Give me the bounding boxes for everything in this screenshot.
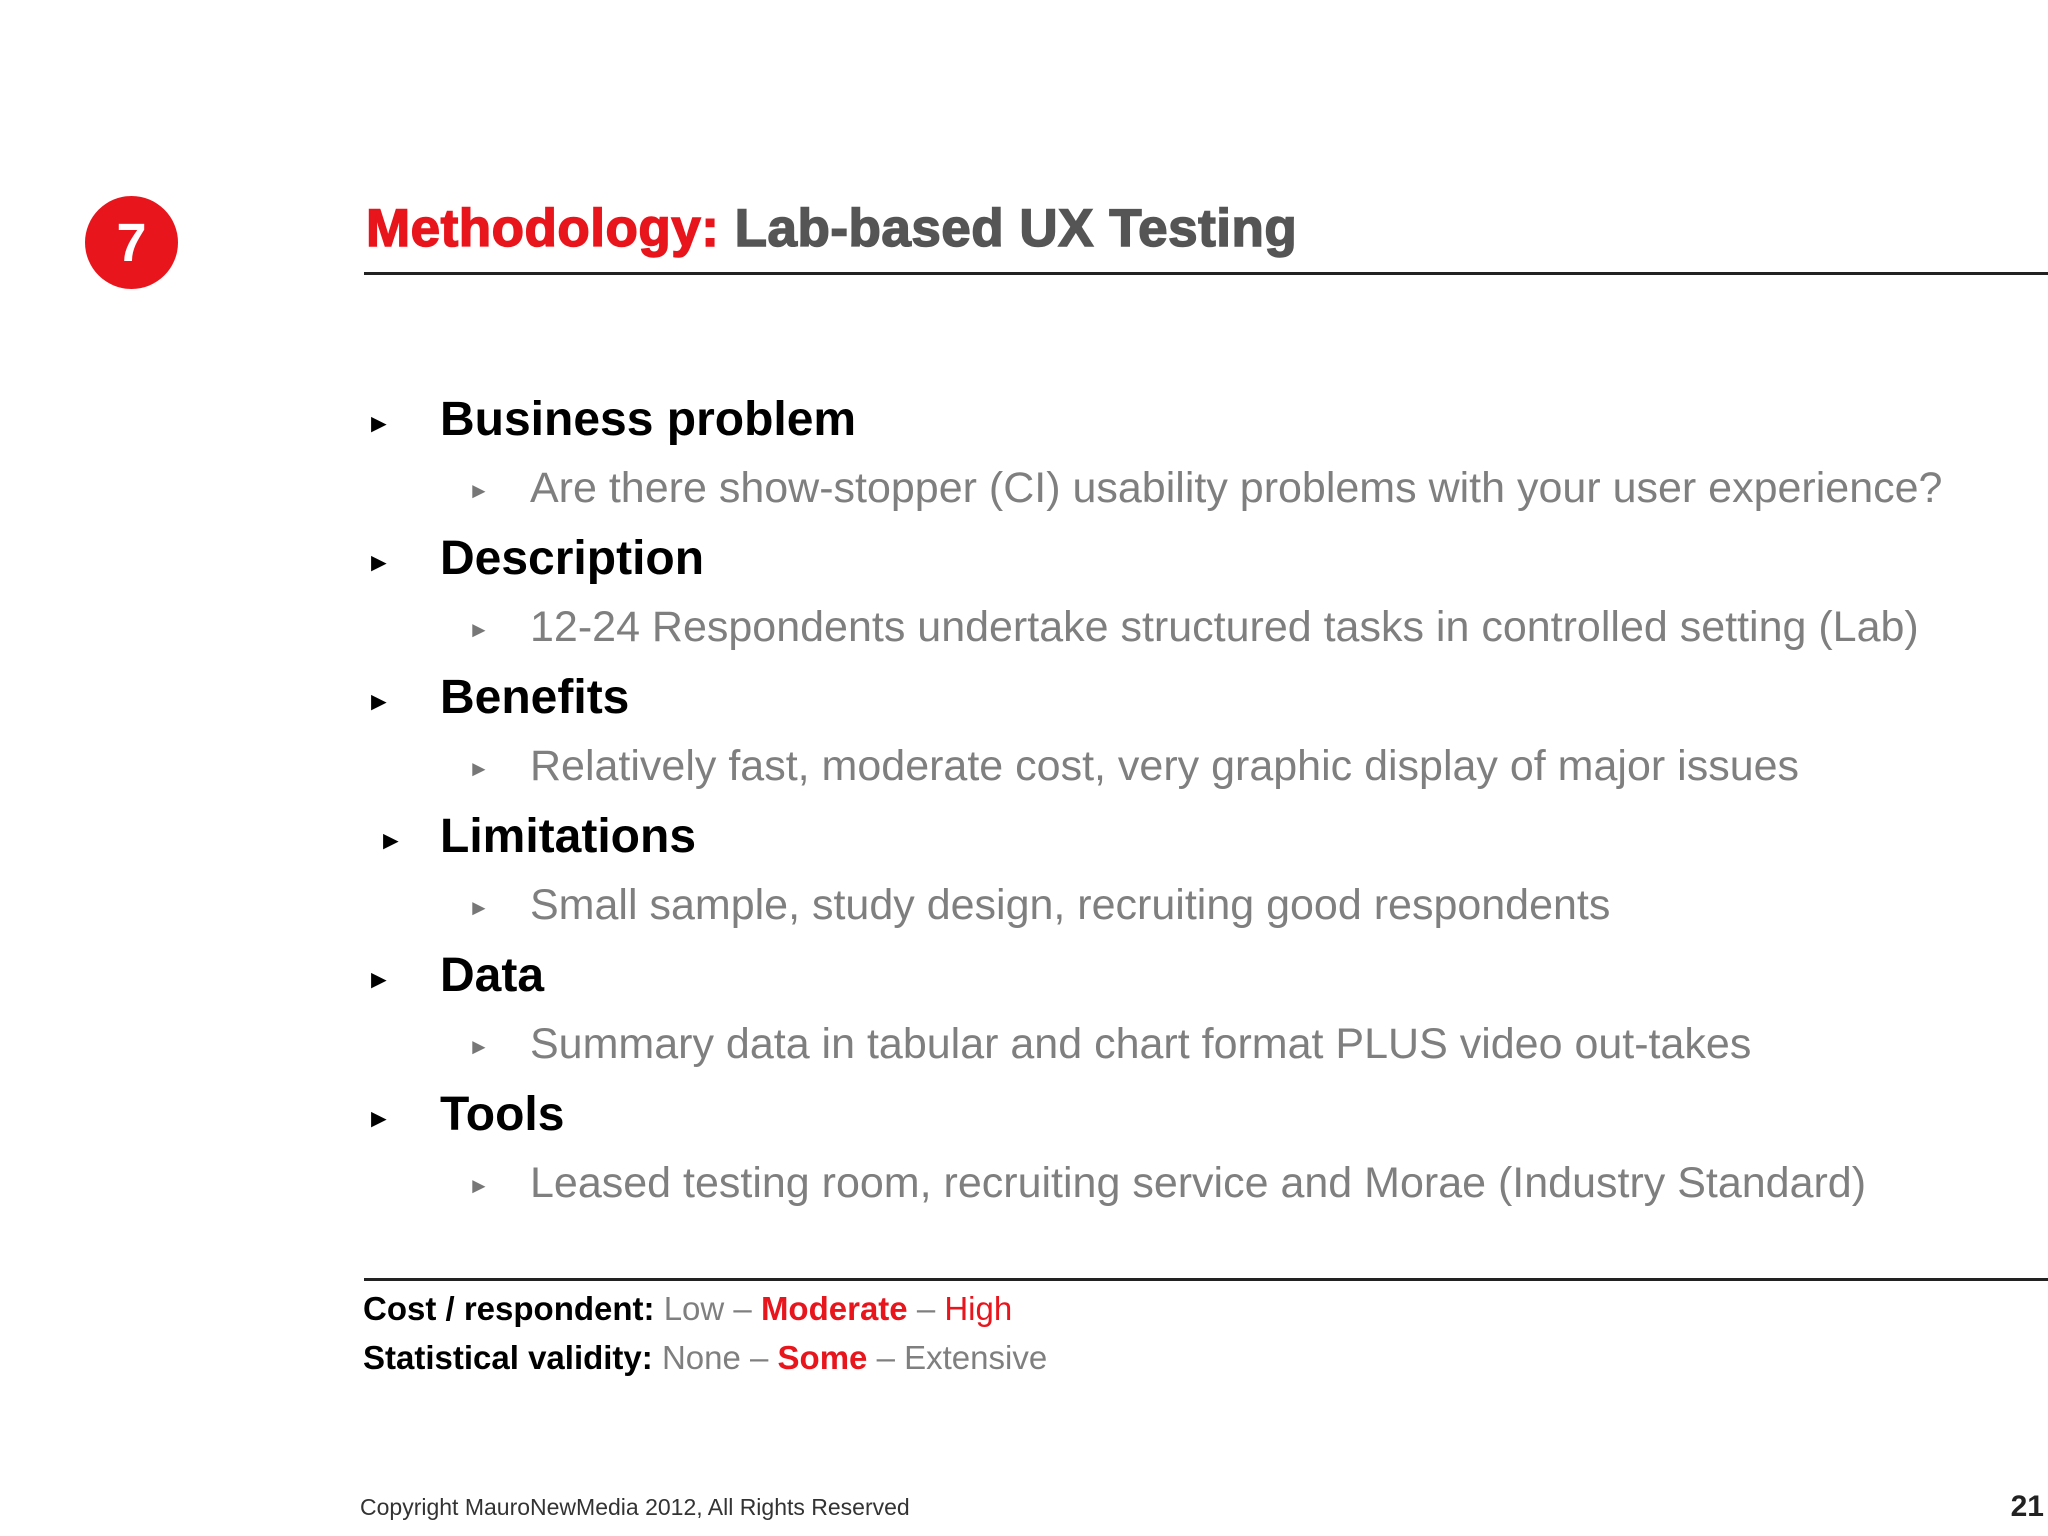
summary-divider [364,1278,2048,1281]
sub-bullet-arrow-icon: ► [468,895,490,920]
validity-separator: – [876,1339,895,1376]
bullet-arrow-icon: ► [366,547,392,577]
validity-label: Statistical validity: [363,1339,653,1376]
copyright-footer: Copyright MauroNewMedia 2012, All Rights Reserved [360,1494,910,1520]
sub-bullet-arrow-icon: ► [468,478,490,503]
slide-number-badge [85,196,178,289]
sub-bullet-arrow-icon: ► [468,1173,490,1198]
cost-label: Cost / respondent: [363,1290,655,1327]
section-detail-text: Relatively fast, moderate cost, very graphic display of major issues [530,742,1800,790]
title-prefix: Methodology: [366,199,720,258]
sub-bullet-arrow-icon: ► [468,617,490,642]
cost-option-low: Low [663,1290,725,1327]
section-detail-text: Leased testing room, recruiting service and Morae (Industry Standard) [530,1159,1867,1207]
section-detail-text: 12-24 Respondents undertake structured tasks in controlled setting (Lab) [530,603,1919,651]
section-detail-text: Summary data in tabular and chart format PLUS video out-takes [530,1020,1752,1068]
section-heading-text: Description [440,532,705,585]
bullet-arrow-icon: ► [366,408,392,438]
validity-option-extensive: Extensive [904,1339,1048,1376]
validity-option-none: None [661,1339,741,1376]
bullet-arrow-icon: ► [366,686,392,716]
sub-bullet-arrow-icon: ► [468,756,490,781]
page-number: 21 [2010,1490,2044,1523]
validity-separator: – [750,1339,769,1376]
section-heading-text: Limitations [440,810,697,863]
section-heading-text: Benefits [440,671,630,724]
section-detail-text: Small sample, study design, recruiting good respondents [530,881,1611,929]
cost-per-respondent-row [363,1290,1012,1328]
section-heading-text: Data [440,949,545,1002]
section-detail-text: Are there show-stopper (CI) usability problems with your user experience? [530,464,1943,512]
bullet-arrow-icon: ► [366,964,392,994]
bullet-arrow-icon: ► [378,825,404,855]
cost-separator: – [916,1290,936,1327]
bullet-arrow-icon: ► [366,1103,392,1133]
title-divider [364,272,2048,275]
sub-bullet-arrow-icon: ► [468,1034,490,1059]
validity-option-some-selected: Some [777,1339,868,1376]
slide-title [366,198,1297,259]
cost-separator: – [733,1290,752,1327]
section-heading-text: Business problem [440,393,857,446]
statistical-validity-row [363,1339,1047,1377]
section-heading-text: Tools [440,1088,565,1141]
cost-option-high: High [944,1290,1013,1327]
title-main: Lab-based UX Testing [734,199,1298,258]
cost-option-moderate-selected: Moderate [760,1290,908,1327]
badge-number: 7 [116,212,147,273]
